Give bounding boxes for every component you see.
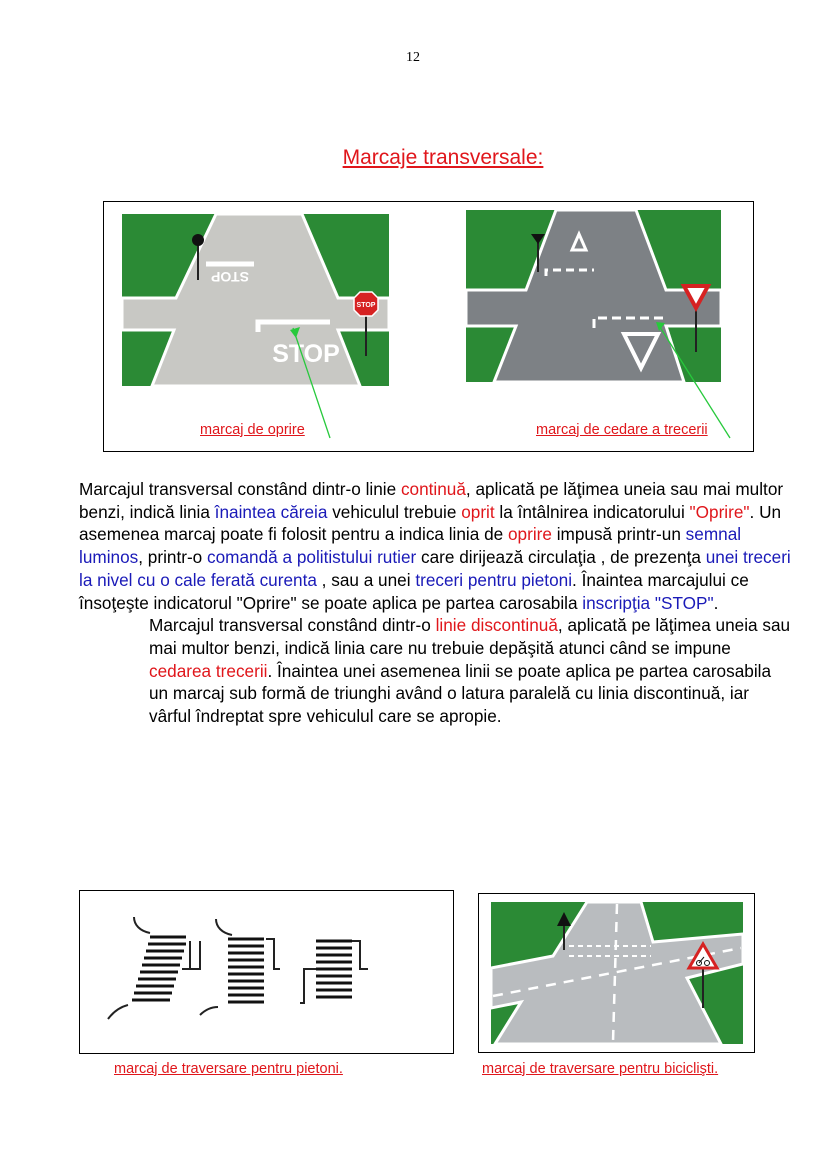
paragraph1-run: continuă	[400, 479, 466, 499]
paragraph1-run: oprit	[461, 501, 495, 522]
paragraph1-run: oprire	[507, 524, 552, 545]
paragraph1-run: . Un asemenea marcaj poate fi folosit pentru a indica linia de	[79, 501, 782, 545]
top-figures-frame	[103, 201, 754, 452]
body-text	[79, 478, 791, 728]
page-number: 12	[406, 50, 420, 65]
paragraph1-run: unei treceri la nivel cu o cale ferată curenta	[79, 547, 791, 590]
pedestrian-figure-frame	[79, 890, 454, 1054]
stop-road-text-mirrored: STOP	[211, 269, 249, 285]
paragraph1-run: .	[713, 592, 719, 613]
paragraph1-run: . Înaintea marcajului ce însoţeşte indicatorul "Oprire" se poate aplica pe partea carosabila	[79, 569, 749, 613]
paragraph1-run: comandă a politistului rutier	[207, 547, 417, 568]
stop-intersection-illustration	[122, 214, 389, 386]
paragraph2-run: Marcajul transversal constând dintr-o	[149, 615, 436, 636]
paragraph1-run: semnal luminos	[79, 524, 742, 568]
paragraph1-run: inscripţia "STOP"	[582, 592, 714, 613]
pedestrian-crossings-illustration	[104, 911, 384, 1026]
paragraph1-run: , aplicată pe lăţimea uneia sau mai multor benzi, indică linia	[79, 479, 784, 522]
caption-cyclist-text: marcaj de traversare pentru biciclişti	[482, 1061, 715, 1077]
cyclist-figure-frame	[478, 893, 755, 1053]
paragraph-yield-line	[79, 614, 791, 728]
paragraph1-run: Marcajul transversal constând dintr-o linie	[79, 479, 401, 499]
paragraph1-run: "Oprire"	[689, 501, 750, 522]
paragraph2-run: cedarea trecerii	[149, 660, 268, 681]
paragraph2-run: linie discontinuă	[435, 615, 558, 636]
paragraph2-run: . Înaintea unei asemenea linii se poate aplica pe partea carosabila un marcaj sub formă de triunghi având o latura paralelă cu linia discontinuă, iar vârful îndreptat spre vehiculul care se apropie.	[149, 660, 772, 727]
paragraph1-run: , printr-o	[138, 547, 208, 568]
paragraph1-run: , sau a unei	[316, 569, 416, 590]
stop-road-text: STOP	[272, 340, 340, 368]
caption-cyclist-suffix: .	[714, 1061, 719, 1077]
paragraph1-run: la întâlnirea indicatorului	[494, 501, 690, 522]
paragraph2-run: , aplicată pe lăţimea uneia sau mai multor benzi, indică linia care nu trebuie depăşită atunci când se impune	[149, 615, 791, 658]
paragraph1-run: treceri pentru pietoni	[415, 569, 573, 590]
paragraph1-run: impusă printr-un	[551, 524, 686, 545]
caption-stop: marcaj de oprire	[200, 422, 305, 438]
paragraph1-run: care dirijează circulaţia , de prezenţa	[416, 547, 706, 568]
paragraph1-run: vehiculul trebuie	[327, 501, 462, 522]
caption-yield: marcaj de cedare a trecerii	[536, 422, 708, 438]
page-title: Marcaje transversale:	[342, 146, 544, 169]
stop-sign-text: STOP	[356, 302, 376, 309]
paragraph1-run: înaintea căreia	[214, 501, 328, 522]
caption-pedestrian: marcaj de traversare pentru pietoni.	[114, 1061, 343, 1077]
cyclist-crossing-illustration	[491, 902, 743, 1044]
traffic-light-icon	[192, 234, 204, 246]
caption-cyclist	[482, 1061, 718, 1077]
paragraph-stop-line	[79, 478, 791, 614]
